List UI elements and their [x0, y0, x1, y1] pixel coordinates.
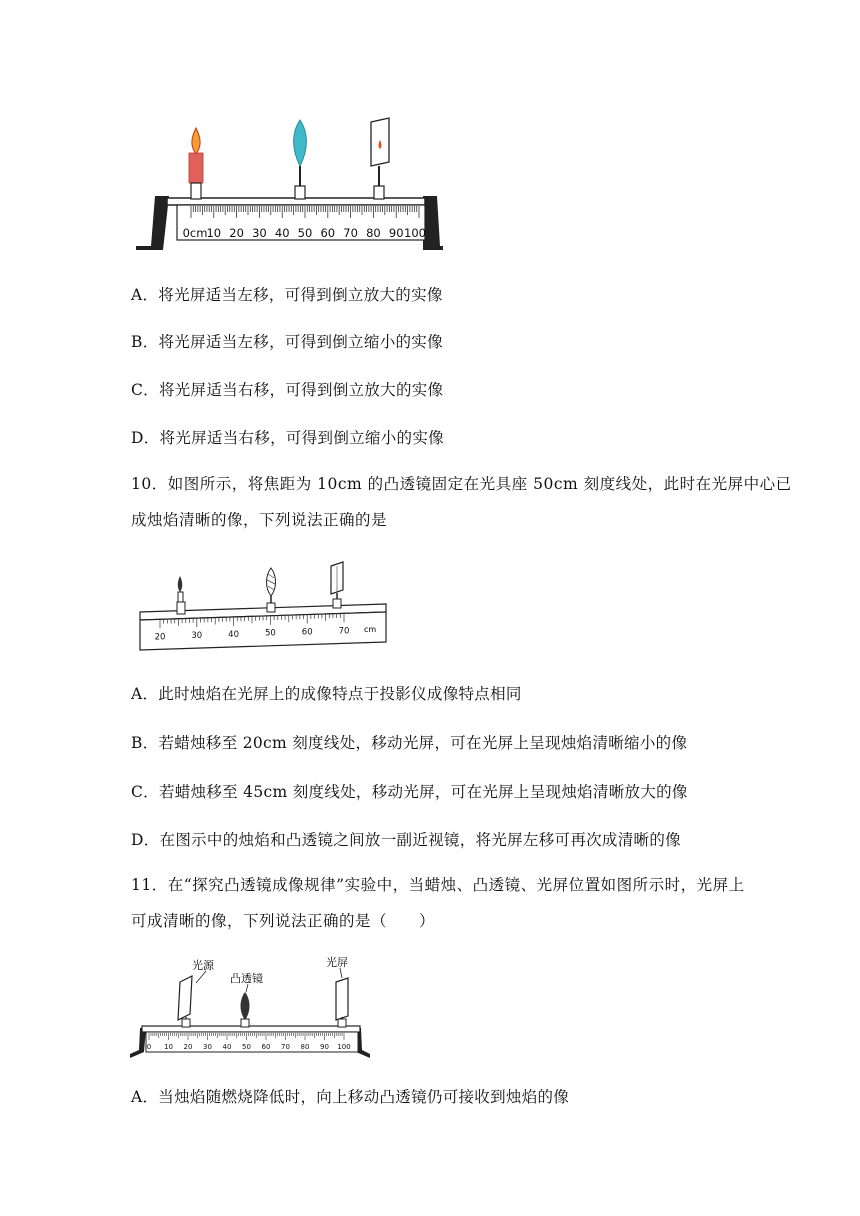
scale-label: 40: [228, 629, 240, 640]
scale-label: 30: [252, 226, 267, 240]
label-light-screen: 光屏: [326, 956, 348, 969]
scale-label: 40: [222, 1043, 232, 1051]
scale-label: 90: [320, 1043, 329, 1051]
q9-option-b[interactable]: B．将光屏适当左移，可得到倒立缩小的实像: [131, 333, 443, 351]
q10-option-d[interactable]: D．在图示中的烛焰和凸透镜之间放一副近视镜，将光屏左移可再次成清晰的像: [131, 831, 681, 849]
scale-label: 20: [229, 226, 244, 240]
candle: [189, 128, 203, 199]
label-light-source: 光源: [192, 959, 214, 972]
scale-label: 60: [320, 226, 336, 240]
q11-optical-bench-figure: [128, 950, 373, 1065]
q11-stem-line-2: 可成清晰的像，下列说法正确的是（ ）: [131, 912, 436, 930]
scale-label: 70: [281, 1043, 290, 1051]
scale-label: 30: [203, 1043, 212, 1051]
q10-unit-label: cm: [364, 625, 377, 634]
q10-option-c[interactable]: C．若蜡烛移至 45cm 刻度线处，移动光屏，可在光屏上呈现烛焰清晰放大的像: [131, 783, 688, 801]
q11-option-a[interactable]: A．当烛焰随燃烧降低时，向上移动凸透镜仍可接收到烛焰的像: [131, 1088, 570, 1106]
q9-option-d[interactable]: D．将光屏适当右移，可得到倒立缩小的实像: [131, 429, 444, 447]
scale-label: 10: [206, 226, 222, 240]
scale-label: 50: [242, 1043, 251, 1051]
convex-lens: [267, 568, 276, 612]
scale-label: 80: [300, 1043, 310, 1051]
scale-label: 70: [338, 626, 350, 637]
scale-label: 80: [366, 226, 381, 240]
scale-label: 20: [154, 632, 166, 643]
light-source: [178, 976, 192, 1027]
scale-label: 20: [183, 1043, 193, 1051]
q9-option-c[interactable]: C．将光屏适当右移，可得到倒立放大的实像: [131, 381, 444, 399]
scale-label: 60: [261, 1043, 271, 1051]
scale-label: 30: [191, 631, 203, 642]
light-screen: [336, 978, 348, 1027]
q11-stem-line-1: 11．在“探究凸透镜成像规律”实验中，当蜡烛、凸透镜、光屏位置如图所示时，光屏上: [131, 876, 745, 894]
q11-stem: [131, 867, 821, 939]
scale-label: 90: [388, 226, 404, 240]
light-screen: [331, 562, 343, 608]
scale-label: 0: [146, 1043, 152, 1051]
q9-option-a[interactable]: A．将光屏适当左移，可得到倒立放大的实像: [131, 286, 443, 304]
scale-label: 40: [274, 226, 290, 240]
scale-label: 100: [404, 226, 426, 240]
scale-label: 10: [164, 1043, 173, 1051]
q10-stem-line-1: 10．如图所示，将焦距为 10cm 的凸透镜固定在光具座 50cm 刻度线处，此时在光屏中心已: [131, 475, 792, 493]
candle: [177, 576, 185, 614]
scale-label: 60: [301, 627, 313, 638]
scale-label: 100: [337, 1043, 351, 1051]
q10-option-a[interactable]: A．此时烛焰在光屏上的成像特点于投影仪成像特点相同: [131, 685, 522, 703]
scale-label: 50: [264, 628, 276, 639]
scale-label: 70: [343, 226, 358, 240]
q9-scale-labels: [183, 226, 426, 240]
scale-label: 0cm: [182, 226, 208, 240]
convex-lens: [241, 992, 250, 1027]
light-screen: [371, 118, 389, 199]
q9-optical-bench-figure: [133, 110, 443, 255]
label-convex-lens: 凸透镜: [230, 972, 263, 985]
q10-stem: [131, 466, 821, 538]
q10-option-b[interactable]: B．若蜡烛移至 20cm 刻度线处，移动光屏，可在光屏上呈现烛焰清晰缩小的像: [131, 734, 688, 752]
convex-lens: [294, 120, 307, 199]
scale-label: 50: [297, 226, 313, 240]
q10-optical-bench-figure: [138, 560, 388, 655]
q10-stem-line-2: 成烛焰清晰的像，下列说法正确的是: [131, 511, 388, 529]
